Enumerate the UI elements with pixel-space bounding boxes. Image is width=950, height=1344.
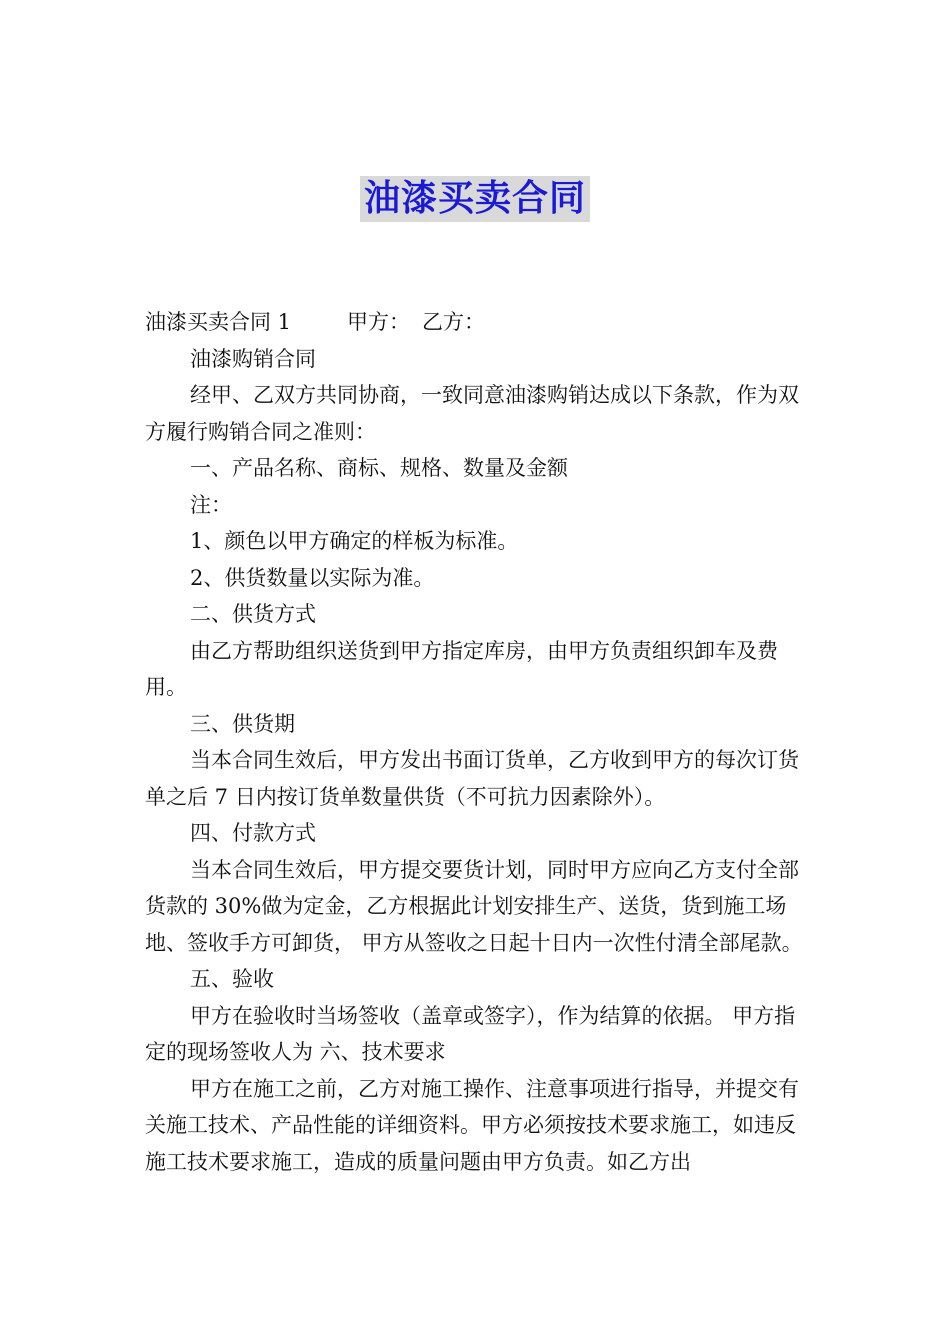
party-b-label: 乙方： — [422, 310, 486, 334]
paragraph: 当本合同生效后，甲方提交要货计划，同时甲方应向乙方支付全部货款的 30%做为定金，乙方根据此计划安排生产、送货，货到施工场地、签收手方可卸货， 甲方从签收之日起十日内一次性付清全部尾款。 — [145, 857, 803, 955]
section-heading: 一、产品名称、商标、规格、数量及金额 — [190, 456, 568, 480]
paragraph: 当本合同生效后，甲方发出书面订货单，乙方收到甲方的每次订货单之后 7 日内按订货单数量供货（不可抗力因素除外）。 — [145, 748, 799, 809]
title-container — [0, 176, 950, 222]
list-item: 2、供货数量以实际为准。 — [190, 565, 435, 590]
list-item: 1、颜色以甲方确定的样板为标准。 — [190, 529, 519, 553]
paragraph: 注： — [190, 492, 232, 517]
document-body — [145, 304, 810, 1180]
header-line — [145, 304, 810, 341]
paragraph: 甲方在验收时当场签收（盖章或签字），作为结算的依据。 甲方指定的现场签收人为 六、技术要求 — [145, 1003, 796, 1064]
party-a-label: 甲方： — [347, 310, 411, 334]
section-heading: 二、供货方式 — [190, 602, 316, 626]
paragraph: 经甲、乙双方共同协商，一致同意油漆购销达成以下条款，作为双方履行购销合同之准则： — [145, 383, 799, 444]
document-title: 油漆买卖合同 — [360, 176, 590, 222]
section-heading: 三、供货期 — [190, 711, 295, 736]
paragraph: 甲方在施工之前，乙方对施工操作、注意事项进行指导，并提交有关施工技术、产品性能的详细资料。甲方必须按技术要求施工，如违反施工技术要求施工，造成的质量问题由甲方负责。如乙方出 — [145, 1076, 799, 1174]
section-heading: 五、验收 — [190, 967, 274, 991]
paragraph: 由乙方帮助组织送货到甲方指定库房，由甲方负责组织卸车及费用。 — [145, 638, 778, 699]
paragraph: 油漆购销合同 — [190, 346, 316, 371]
section-heading: 四、付款方式 — [190, 821, 316, 845]
doc-name: 油漆买卖合同 1 — [145, 310, 292, 334]
